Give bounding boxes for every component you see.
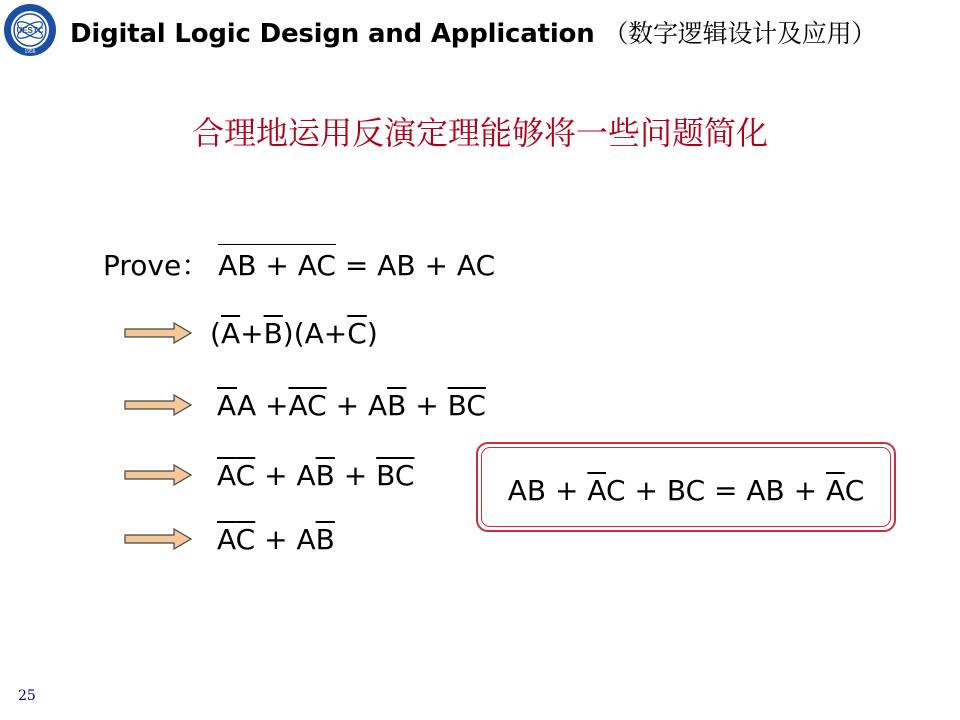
lhs-complement: AB + AC [218, 249, 336, 282]
page-number: 25 [18, 688, 36, 704]
prove-line [103, 249, 496, 282]
step-arrow-icon [124, 322, 192, 344]
logo-year: 1956 [24, 49, 36, 55]
result-formula: AB + $\overline{A}C$ + BC = AB + $\overline{A}C$ [507, 474, 865, 507]
slide-subtitle: 合理地运用反演定理能够将一些问题简化 [191, 114, 768, 152]
prove-label: Prove： [103, 249, 210, 282]
step-arrow-icon [124, 464, 192, 486]
step-arrow-icon [124, 528, 192, 550]
header-title [70, 14, 876, 50]
equals-sign: = [344, 249, 378, 282]
step-arrow-icon [124, 394, 192, 416]
proof-step-3: $\overline{A}\overline{C} + A\overline{B} + \overline{B}\overline{C}$ [217, 459, 415, 492]
header-title-cn: （数字逻辑设计及应用） [603, 19, 877, 48]
proof-step-2: $\overline{A}A +\overline{A}\overline{C} + A\overline{B} + \overline{B}\overline{C}$ [217, 389, 486, 422]
proof-step-4: $\overline{A}\overline{C} + A\overline{B}$ [217, 523, 335, 556]
logo-text: UESTC [16, 26, 44, 35]
university-logo [3, 3, 57, 57]
rhs-plus: + [424, 249, 457, 282]
result-box [476, 442, 896, 532]
rhs-term-1: AB [377, 249, 416, 282]
proof-step-1: $(\overline{A}+\overline{B})(A+\overline{C})$ [210, 317, 378, 350]
rhs-term-2: AC [456, 249, 496, 282]
header-title-en: Digital Logic Design and Application [70, 19, 595, 49]
